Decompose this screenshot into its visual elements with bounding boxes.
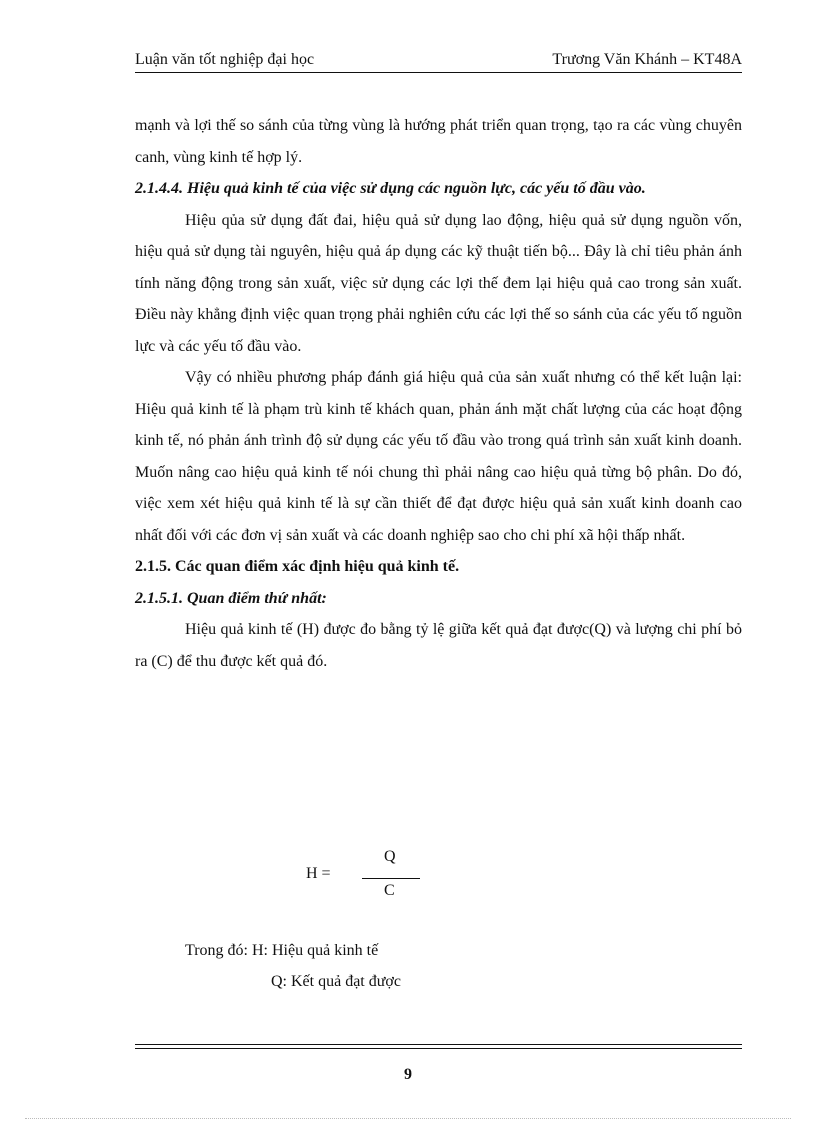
page-edge-dotted-line	[25, 1118, 791, 1119]
paragraph-formula-intro: Hiệu quả kinh tế (H) được đo bằng tỷ lệ giữa kết quả đạt được(Q) và lượng chi phí bỏ ra (C) để thu được kết quả đó.	[135, 621, 742, 670]
formula-denominator: C	[384, 882, 395, 899]
section-heading-2-1-5: 2.1.5. Các quan điểm xác định hiệu quả kinh tế.	[135, 558, 460, 575]
footer-rule-bottom	[135, 1048, 742, 1049]
footer-rule-top	[135, 1044, 742, 1045]
section-heading-2-1-5-1: 2.1.5.1. Quan điểm thứ nhất:	[135, 589, 327, 607]
paragraph-resource-efficiency: Hiệu qủa sử dụng đất đai, hiệu quả sử dụng lao động, hiệu quả sử dụng nguồn vốn, hiệu quả sử dụng tài nguyên, hiệu quả áp dụng các kỹ thuật tiến bộ... Đây là chỉ tiêu phản ánh tính năng động trong sản xuất, việc sử dụng các lợi thế đem lại hiệu quả cao trong sản xuất. Điều này khẳng định việc quan trọng phải nghiên cứu các lợi thế so sánh của các yếu tố nguồn lực và các yếu tố đầu vào.	[135, 211, 742, 355]
formula-numerator: Q	[384, 848, 396, 865]
definition-q: Q: Kết quả đạt được	[271, 973, 401, 990]
definition-h: Trong đó: H: Hiệu quả kinh tế	[185, 942, 379, 959]
paragraph-conclusion: Vậy có nhiều phương pháp đánh giá hiệu quả của sản xuất nhưng có thể kết luận lại: Hiệu quả kinh tế là phạm trù kinh tế khách quan, phản ánh mặt chất lượng của các hoạt động kinh tế, nó phản ánh trình độ sử dụng các yếu tố đầu vào trong quá trình sản xuất kinh doanh. Muốn nâng cao hiệu quả kinh tế nói chung thì phải nâng cao hiệu quả từng bộ phân. Do đó, việc xem xét hiệu quả kinh tế là sự cần thiết để đạt được hiệu quả sản xuất kinh doanh cao nhất đối với các đơn vị sản xuất và các doanh nghiệp sao cho chi phí xã hội thấp nhất.	[135, 369, 742, 544]
variable-definitions	[185, 935, 401, 997]
fraction-bar	[362, 878, 420, 879]
paragraph-continuation: mạnh và lợi thế so sánh của từng vùng là hướng phát triển quan trọng, tạo ra các vùng chuyên canh, vùng kinh tế hợp lý.	[135, 117, 742, 166]
formula-lhs: H =	[306, 865, 331, 882]
section-heading-2-1-4-4: 2.1.4.4. Hiệu quả kinh tế của việc sử dụng các nguồn lực, các yếu tố đầu vào.	[135, 180, 646, 197]
header-left-title: Luận văn tốt nghiệp đại học	[135, 51, 315, 68]
header-right-author: Trương Văn Khánh – KT48A	[552, 51, 742, 68]
page-number: 9	[404, 1066, 412, 1083]
document-body	[135, 110, 742, 677]
page-header	[135, 50, 742, 73]
